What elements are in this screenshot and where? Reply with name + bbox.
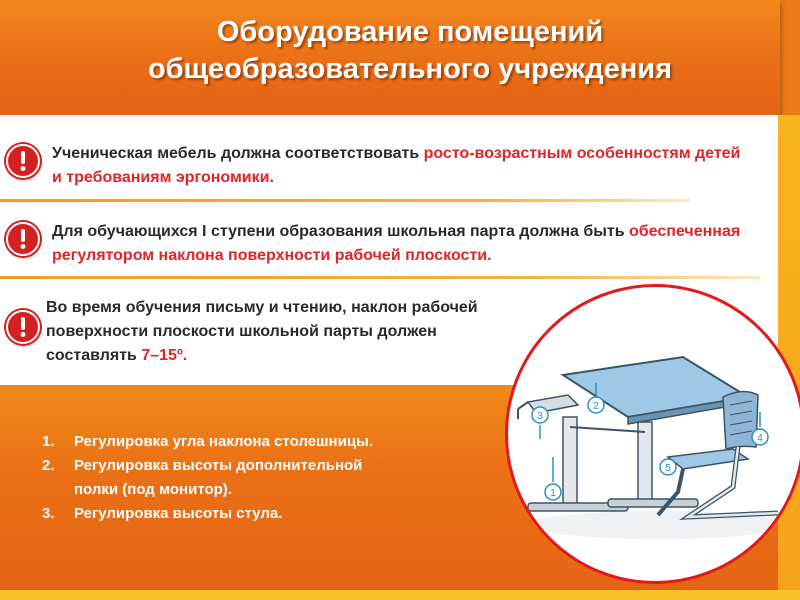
svg-text:2: 2 bbox=[593, 401, 599, 412]
exclamation-circle-icon bbox=[6, 222, 40, 256]
paragraph-furniture bbox=[52, 142, 752, 190]
marker-5 bbox=[660, 459, 676, 475]
divider-1 bbox=[0, 199, 690, 202]
paragraph-angle bbox=[46, 296, 496, 368]
title-banner bbox=[0, 0, 780, 115]
marker-1 bbox=[545, 484, 561, 500]
list-item: 2. Регулировка высоты дополнительной полки (под монитор). bbox=[42, 457, 363, 498]
marker-3 bbox=[532, 407, 548, 423]
paragraph-desk-text: Для обучающихся I ступени образования школьная парта должна быть bbox=[52, 223, 630, 240]
desk-illustration-frame bbox=[505, 284, 800, 584]
marker-2 bbox=[588, 397, 604, 413]
footer-line bbox=[0, 590, 800, 600]
svg-text:3: 3 bbox=[537, 411, 543, 422]
paragraph-furniture-text: Ученическая мебель должна соответствовать bbox=[52, 145, 424, 162]
paragraph-desk bbox=[52, 220, 757, 268]
desk-illustration bbox=[508, 287, 800, 584]
svg-text:5: 5 bbox=[665, 463, 671, 474]
list-item: 1. Регулировка угла наклона столешницы. bbox=[42, 433, 374, 450]
slide-title: Оборудование помещений общеобразовательного учреждения bbox=[147, 16, 673, 85]
exclamation-circle-icon bbox=[6, 144, 40, 178]
paragraph-angle-highlight: 7–15º. bbox=[141, 347, 188, 364]
marker-4 bbox=[752, 429, 768, 445]
paragraph-furniture-highlight: росто-возрастным особенностям детей и требованиям эргономики. bbox=[52, 145, 741, 186]
paragraph-angle-text: Во время обучения письму и чтению, наклон рабочей поверхности плоскости школьной парты должен составлять bbox=[46, 299, 478, 364]
svg-text:1: 1 bbox=[550, 488, 556, 499]
paragraph-desk-highlight: обеспеченная регулятором наклона поверхности рабочей плоскости. bbox=[52, 223, 741, 264]
divider-2 bbox=[0, 276, 760, 279]
list-item: 3. Регулировка высоты стула. bbox=[42, 505, 283, 522]
adjustment-list bbox=[42, 430, 382, 526]
exclamation-circle-icon bbox=[6, 310, 40, 344]
svg-text:4: 4 bbox=[757, 433, 763, 444]
